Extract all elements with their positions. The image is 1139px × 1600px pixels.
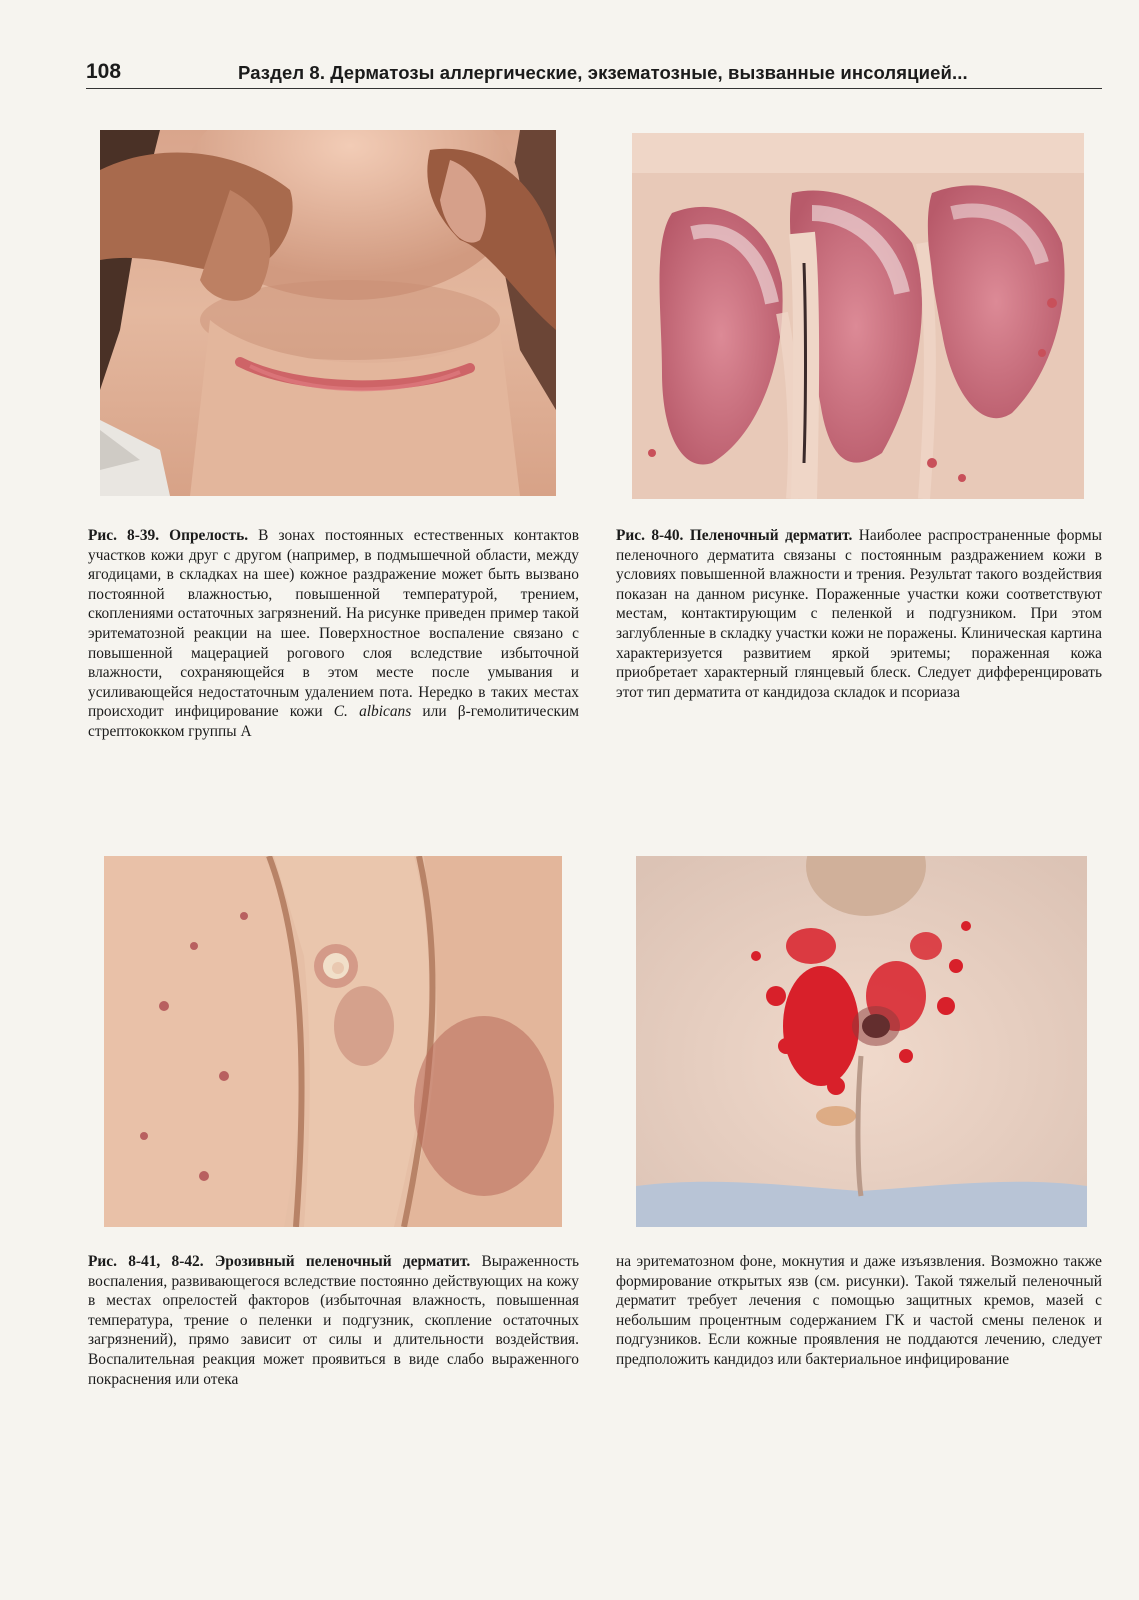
caption-title: Опрелость. bbox=[169, 527, 249, 544]
caption-fig-8-41-42-right bbox=[616, 1252, 1102, 1370]
caption-fig-8-41-42-left bbox=[88, 1252, 579, 1389]
photo-fig-8-40 bbox=[632, 133, 1084, 499]
page-header bbox=[86, 58, 1102, 89]
running-head: Раздел 8. Дерматозы аллергические, экзематозные, вызванные инсоляцией... bbox=[238, 62, 968, 83]
caption-title: Пеленочный дерматит. bbox=[689, 527, 853, 544]
caption-fig-8-39 bbox=[88, 526, 579, 742]
caption-text: В зонах постоянных естественных контактов участков кожи друг с другом (например, в подмышечной области, между ягодицами, в складках на шее) кожное раздражение может быть вызвано постоянной влажностью, повышенной температурой, трением, скоплениями остаточных загрязнений. На рисунке приведен пример такой эритематозной реакции на шее. Поверхностное воспаление связано с повышенной мацерацией рогового слоя вследствие избыточной влажности, сохраняющейся в этом месте после умывания и усиливающейся недостаточным удалением пота. Нередко в таких местах происходит инфицирование кожи bbox=[88, 527, 579, 721]
caption-text: Наиболее распространенные формы пеленочного дерматита связаны с постоянным раздражением кожи в условиях повышенной влажности и трения. Результат такого воздействия показан на данном рисунке. Пораженные участки кожи соответствуют местам, контактирующим с пеленкой и подгузником. При этом заглубленные в складку участки кожи не поражены. Клиническая картина характеризуется развитием яркой эритемы; пораженная кожа приобретает характерный глянцевый блеск. Следует дифференцировать этот тип дерматита от кандидоза складок и псориаза bbox=[616, 527, 1102, 701]
caption-italic: C. albicans bbox=[333, 703, 412, 721]
photo-fig-8-41 bbox=[104, 856, 562, 1227]
caption-fig-8-40 bbox=[616, 526, 1102, 702]
caption-title: Эрозивный пеленочный дерматит. bbox=[214, 1253, 471, 1270]
photo-fig-8-42 bbox=[636, 856, 1087, 1227]
page-number: 108 bbox=[86, 60, 122, 83]
caption-text: Выраженность воспаления, развивающегося вследствие постоянно действующих на кожу в местах опрелостей факторов (избыточная влажность, повышенная температура, трение о пеленки и подгузник, скопление остаточных загрязнений), прямо зависит от силы и длительности воздействия. Воспалительная реакция может проявиться в виде слабо выраженного покраснения или отека bbox=[88, 1253, 579, 1388]
caption-text: на эритематозном фоне, мокнутия и даже изъязвления. Возможно также формирование открытых язв (см. рисунки). Такой тяжелый пеленочный дерматит требует лечения с помощью защитных кремов, мазей с небольшим процентным содержанием ГК и частой смены пеленок и подгузников. Если кожные проявления не поддаются лечению, следует предположить кандидоз или бактериальное инфицирование bbox=[616, 1253, 1102, 1368]
caption-label: Рис. 8-41, 8-42. bbox=[88, 1253, 204, 1270]
caption-tail: или β-гемолитическим стрептококком группы А bbox=[88, 703, 579, 740]
caption-label: Рис. 8-39. bbox=[88, 527, 160, 544]
caption-label: Рис. 8-40. bbox=[616, 527, 684, 544]
photo-fig-8-39 bbox=[100, 130, 556, 496]
